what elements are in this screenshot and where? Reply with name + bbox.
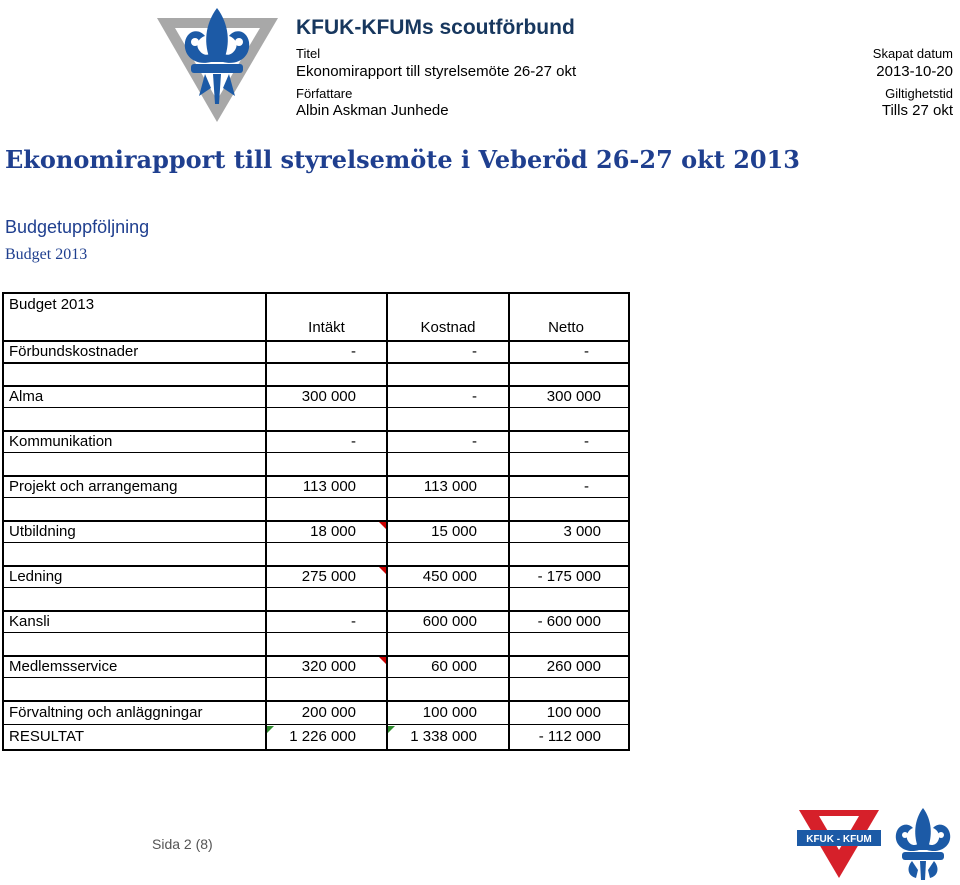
scout-lily-logo [888, 806, 958, 880]
cell-comment-marker[interactable] [379, 657, 386, 664]
row-net: 3 000 [563, 523, 601, 540]
row-net: - 600 000 [537, 613, 601, 630]
row-cost: - [472, 433, 477, 450]
row-net: - [584, 478, 589, 495]
cell-comment-marker[interactable] [379, 567, 386, 574]
row-income: 18 000 [310, 523, 356, 540]
author-label: Författare [296, 86, 353, 101]
created-date-label: Skapat datum [872, 46, 953, 61]
row-label: Projekt och arrangemang [9, 478, 178, 495]
row-income: - [351, 613, 356, 630]
cell-formula-marker[interactable] [388, 726, 395, 733]
table-caption: Budget 2013 [9, 296, 95, 313]
row-label: Förbundskostnader [9, 343, 139, 360]
kfuk-kfum-logo [797, 808, 881, 880]
row-label: Utbildning [9, 523, 76, 540]
row-income: - [351, 433, 356, 450]
row-income: 275 000 [301, 568, 356, 585]
row-cost: 600 000 [422, 613, 477, 630]
row-net: - [584, 433, 589, 450]
created-date-value: 2013-10-20 [876, 63, 953, 80]
column-header-net: Netto [548, 319, 584, 336]
row-label: Alma [9, 388, 44, 405]
kfuk-logo-text: KFUK - KFUM [806, 834, 872, 845]
validity-value: Tills 27 okt [881, 102, 953, 119]
row-income: 113 000 [302, 478, 356, 495]
row-net: 100 000 [546, 704, 601, 721]
row-label: Förvaltning och anläggningar [9, 704, 203, 721]
row-net: - 175 000 [537, 568, 601, 585]
organization-name: KFUK-KFUMs scoutförbund [296, 16, 575, 39]
page-number: Sida 2 (8) [152, 836, 213, 852]
row-cost: - [472, 343, 477, 360]
document-title: Ekonomirapport till styrelsemöte i Veberöd 26-27 okt 2013 [5, 145, 800, 174]
cell-comment-marker[interactable] [379, 522, 386, 529]
scout-emblem-logo [155, 4, 280, 124]
row-cost: 100 000 [422, 704, 477, 721]
cell-formula-marker[interactable] [267, 726, 274, 733]
row-label: Kommunikation [9, 433, 113, 450]
author-value: Albin Askman Junhede [296, 102, 449, 119]
column-header-cost: Kostnad [420, 319, 476, 336]
row-cost: 60 000 [431, 658, 477, 675]
column-header-income: Intäkt [308, 319, 345, 336]
budget-table [2, 292, 630, 751]
row-label: Kansli [9, 613, 50, 630]
row-net: 300 000 [546, 388, 601, 405]
title-label: Titel [296, 46, 321, 61]
row-cost: - [472, 388, 477, 405]
section-heading: Budgetuppföljning [5, 217, 150, 237]
row-net: - 112 000 [538, 728, 601, 745]
row-cost: 1 338 000 [410, 728, 477, 745]
row-income: - [351, 343, 356, 360]
row-income: 300 000 [301, 388, 356, 405]
row-net: 260 000 [546, 658, 601, 675]
title-value: Ekonomirapport till styrelsemöte 26-27 okt [296, 63, 577, 80]
row-cost: 450 000 [422, 568, 477, 585]
row-cost: 113 000 [423, 478, 477, 495]
row-label: Medlemsservice [9, 658, 118, 675]
section-subheading: Budget 2013 [5, 246, 88, 263]
row-label: RESULTAT [9, 728, 85, 745]
row-income: 1 226 000 [289, 728, 356, 745]
row-label: Ledning [9, 568, 63, 585]
row-net: - [584, 343, 589, 360]
validity-label: Giltighetstid [885, 86, 953, 101]
row-income: 200 000 [301, 704, 356, 721]
row-income: 320 000 [301, 658, 356, 675]
row-cost: 15 000 [431, 523, 477, 540]
